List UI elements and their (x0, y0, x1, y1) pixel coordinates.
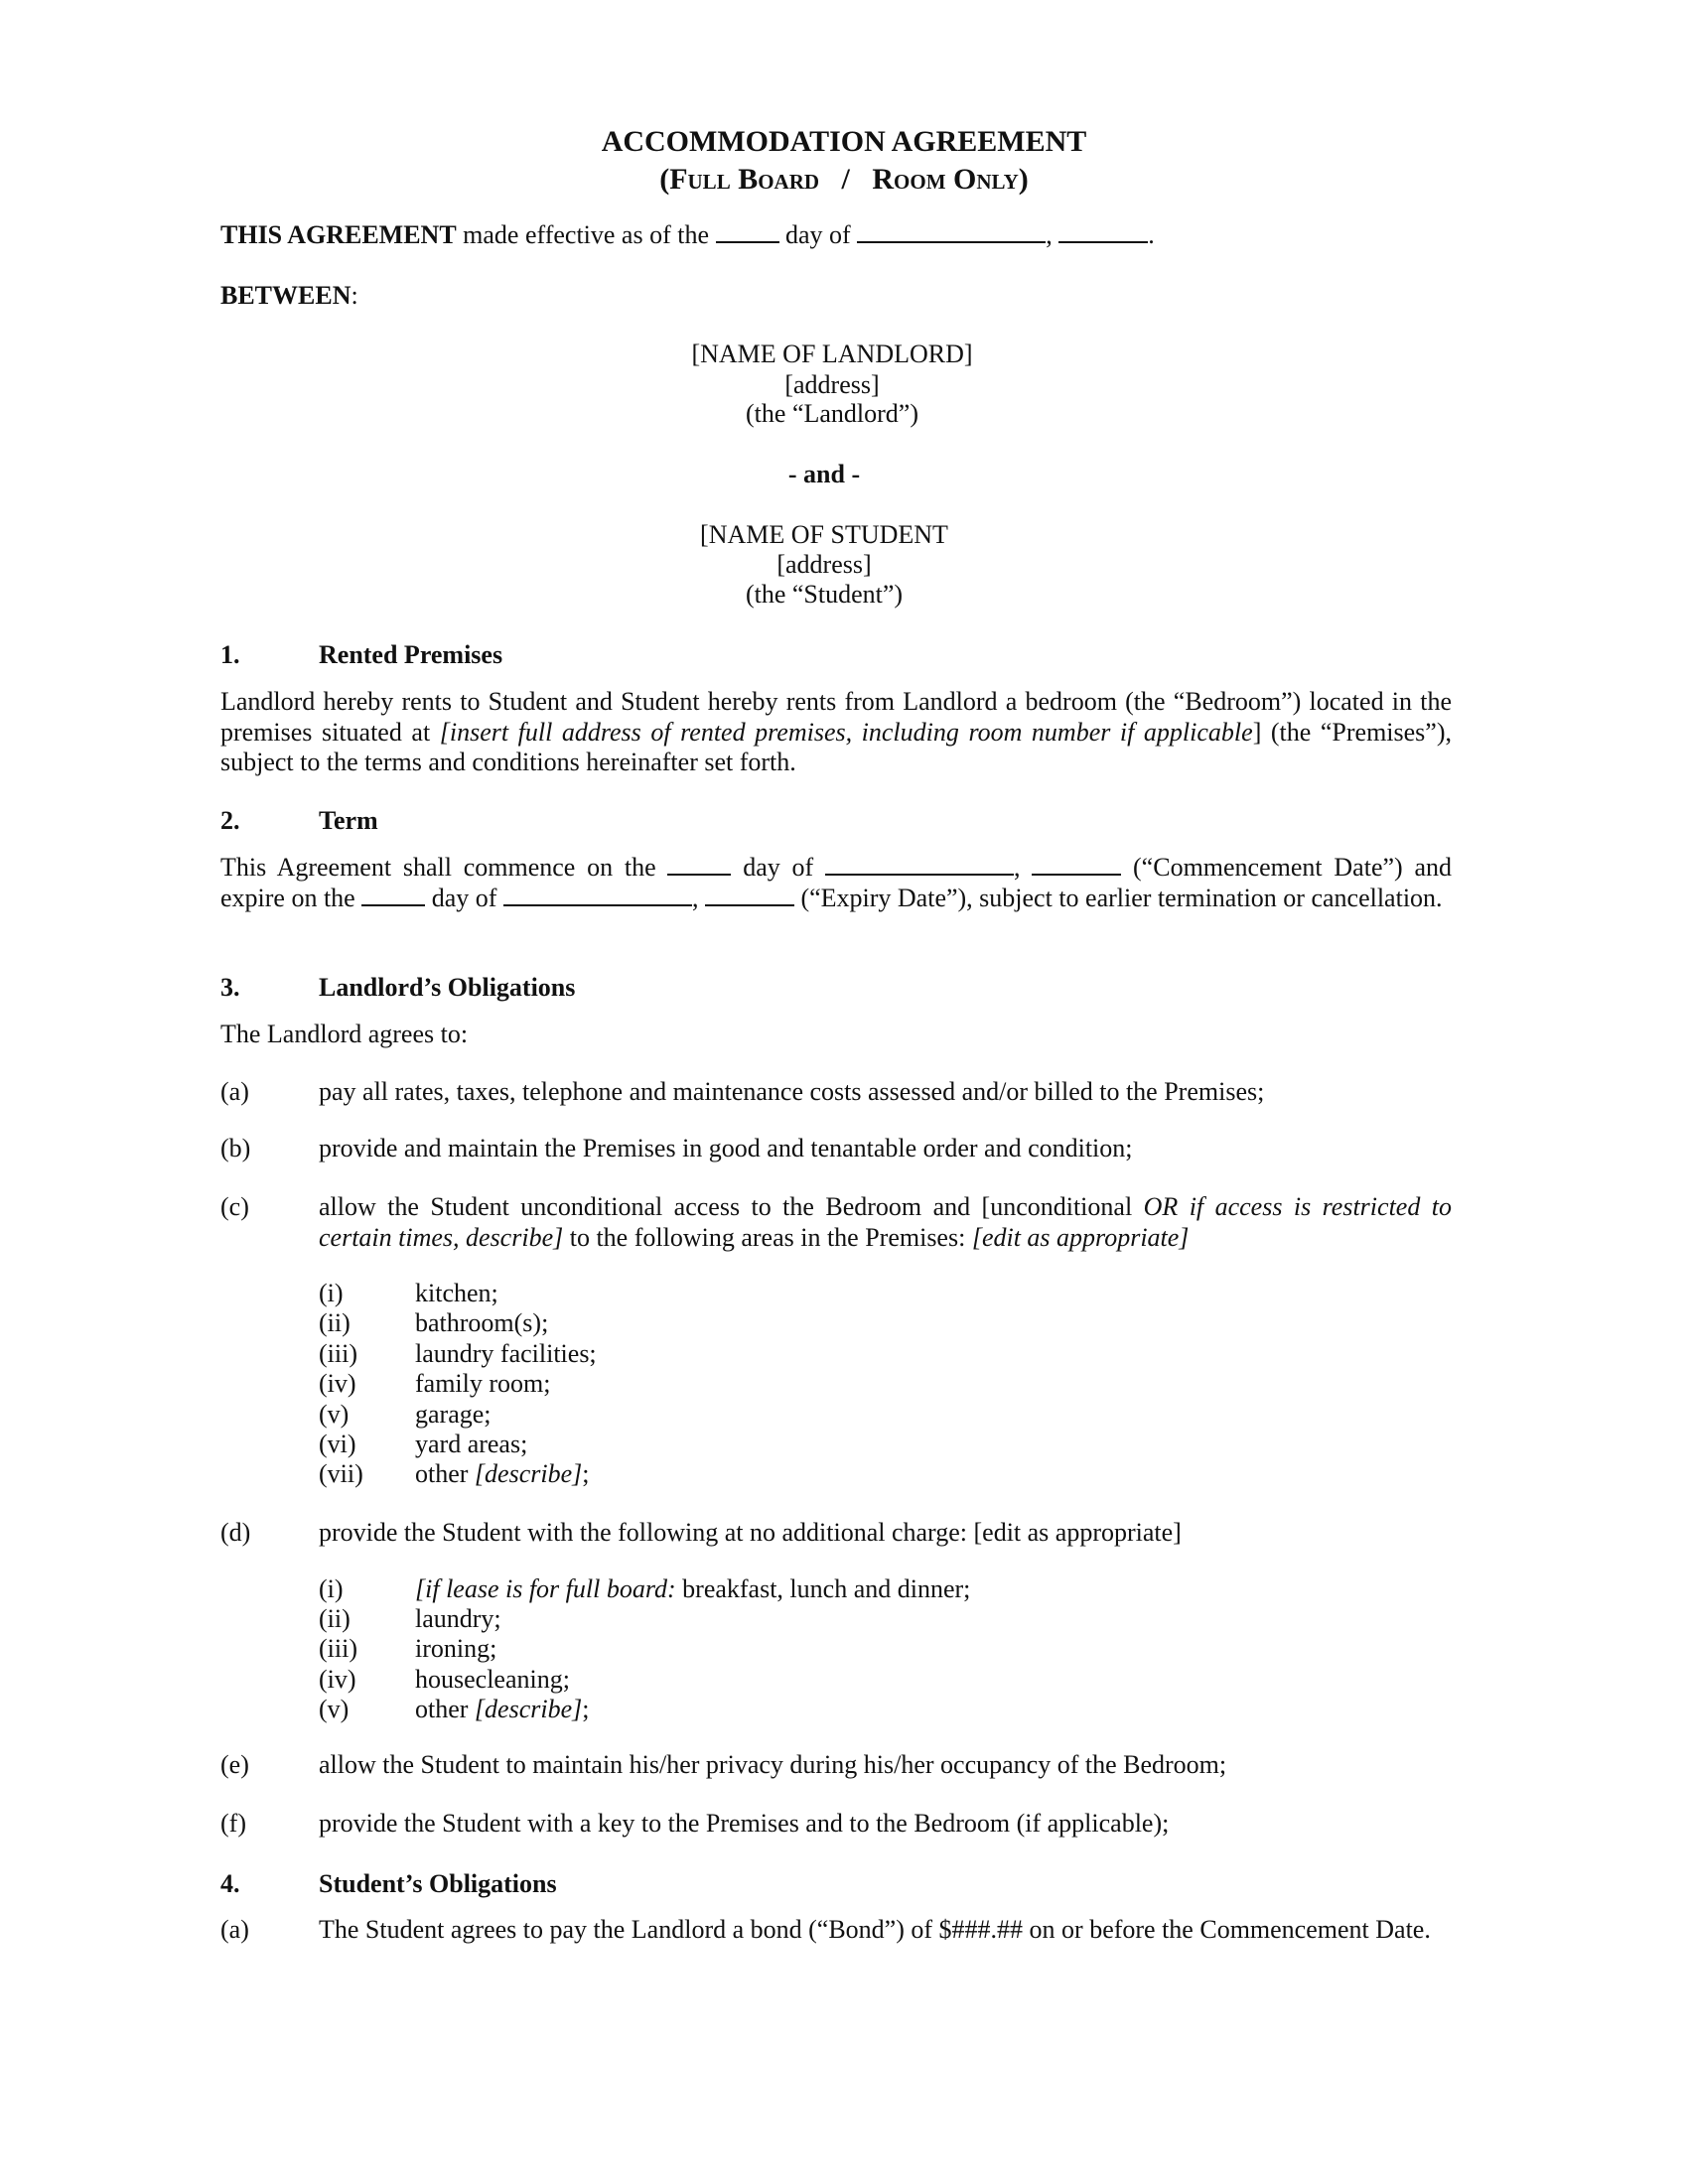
preamble-lead: THIS AGREEMENT (220, 220, 457, 249)
clause-label: (a) (220, 1077, 249, 1106)
paragraph-text: Landlord hereby rents to Student and Student hereby rents from Landlord a bedroom (the “Bedroom”) located in the premises situated at (220, 687, 1452, 747)
clause-3b: provide and maintain the Premises in good and tenantable order and condition; (319, 1134, 1133, 1162)
clause-3c (319, 1192, 1452, 1253)
item-text: ; (582, 1459, 590, 1488)
sublist-label: (v) (319, 1400, 350, 1429)
clause-instruction: [edit as appropriate] (971, 1222, 1190, 1252)
preamble (220, 220, 1452, 251)
sublist-item (415, 1695, 589, 1725)
student-address: [address] (776, 550, 872, 579)
sublist-label: (iv) (319, 1665, 356, 1694)
clause-4a: The Student agrees to pay the Landlord a bond (“Bond”) of $###.## on or before the Commencement Date. (319, 1915, 1431, 1944)
clause-3f: provide the Student with a key to the Premises and to the Bedroom (if applicable); (319, 1809, 1170, 1838)
clause-label: (f) (220, 1809, 246, 1838)
section-3-heading: Landlord’s Obligations (319, 973, 576, 1002)
year-blank[interactable] (1058, 221, 1148, 243)
sublist-item: garage; (415, 1400, 492, 1429)
clause-label: (b) (220, 1134, 251, 1162)
item-text: breakfast, lunch and dinner; (675, 1574, 971, 1603)
commencement-day-blank[interactable] (667, 854, 731, 876)
item-text: ; (582, 1695, 590, 1723)
item-instruction: [describe] (474, 1695, 583, 1723)
between-label (220, 281, 1452, 312)
landlord-address: [address] (784, 370, 880, 399)
sublist-item (415, 1574, 970, 1605)
clause-3e: allow the Student to maintain his/her privacy during his/her occupancy of the Bedroom; (319, 1750, 1227, 1779)
sublist-label: (i) (319, 1279, 344, 1307)
section-2-paragraph (220, 853, 1452, 913)
sublist-item: yard areas; (415, 1430, 528, 1458)
and-separator: - and - (787, 460, 861, 488)
paragraph-text: , (1013, 853, 1033, 882)
between-text: BETWEEN (220, 281, 352, 310)
sublist-item: laundry; (415, 1604, 501, 1633)
section-4-number: 4. (220, 1869, 240, 1898)
clause-3a: pay all rates, taxes, telephone and maintenance costs assessed and/or billed to the Premises; (319, 1077, 1265, 1106)
day-blank[interactable] (716, 221, 779, 243)
month-blank[interactable] (857, 221, 1046, 243)
sublist-item: housecleaning; (415, 1665, 570, 1694)
section-4-heading: Student’s Obligations (319, 1869, 557, 1898)
commencement-month-blank[interactable] (825, 854, 1014, 876)
paragraph-text: (“Expiry Date”), subject to earlier termination or cancellation. (793, 883, 1443, 912)
paragraph-text: day of (731, 853, 825, 882)
paragraph-text: day of (425, 883, 503, 912)
preamble-text: day of (778, 220, 858, 249)
subtitle-room-only: Room Only) (872, 163, 1029, 196)
paragraph-text: ] (the “Premises”), subject to the terms and conditions hereinafter set forth. (220, 717, 1453, 776)
paragraph-text: , (691, 883, 705, 912)
clause-text: to the following areas in the Premises: (563, 1222, 972, 1252)
landlord-defined: (the “Landlord”) (746, 399, 918, 428)
sublist-label: (iii) (319, 1634, 357, 1663)
sublist-label: (v) (319, 1695, 350, 1723)
paragraph-text: This Agreement shall commence on the (220, 853, 668, 882)
sublist-label: (vii) (319, 1459, 363, 1488)
clause-label: (c) (220, 1192, 249, 1221)
sublist-item: bathroom(s); (415, 1308, 549, 1337)
sublist-item (415, 1459, 589, 1490)
sublist-item: family room; (415, 1369, 551, 1398)
student-name: [NAME OF STUDENT (700, 520, 948, 549)
expiry-year-blank[interactable] (705, 885, 794, 906)
commencement-year-blank[interactable] (1032, 854, 1121, 876)
clause-label: (e) (220, 1750, 249, 1779)
sublist-label: (ii) (319, 1308, 351, 1337)
section-1-paragraph (220, 687, 1452, 778)
preamble-text: . (1148, 220, 1155, 249)
between-colon: : (351, 281, 358, 310)
document-subtitle (0, 165, 1688, 196)
student-defined: (the “Student”) (745, 580, 904, 609)
section-3-intro: The Landlord agrees to: (220, 1020, 469, 1048)
clause-instruction: OR if access is restricted to certain times, describe] (319, 1192, 1452, 1252)
landlord-name: [NAME OF LANDLORD] (691, 340, 973, 368)
preamble-text: , (1046, 220, 1059, 249)
section-1-number: 1. (220, 640, 240, 669)
section-1-heading: Rented Premises (319, 640, 503, 669)
sublist-item: kitchen; (415, 1279, 498, 1307)
clause-3d: provide the Student with the following at no additional charge: [edit as appropriate] (319, 1518, 1182, 1547)
subtitle-separator: / (841, 163, 850, 196)
section-2-number: 2. (220, 806, 240, 835)
preamble-text: made effective as of the (456, 220, 716, 249)
section-3-number: 3. (220, 973, 240, 1002)
sublist-label: (iv) (319, 1369, 356, 1398)
item-text: other (415, 1459, 475, 1488)
clause-label: (a) (220, 1915, 249, 1944)
subtitle-full-board: (Full Board (659, 163, 820, 196)
clause-text: allow the Student unconditional access to the Bedroom and [unconditional (319, 1192, 1144, 1221)
item-instruction: [describe] (474, 1459, 583, 1488)
sublist-label: (i) (319, 1574, 344, 1603)
clause-label: (d) (220, 1518, 251, 1547)
sublist-item: laundry facilities; (415, 1339, 597, 1368)
expiry-day-blank[interactable] (361, 885, 425, 906)
sublist-label: (iii) (319, 1339, 357, 1368)
sublist-label: (ii) (319, 1604, 351, 1633)
document-title: ACCOMMODATION AGREEMENT (601, 125, 1087, 158)
expiry-month-blank[interactable] (503, 885, 692, 906)
paragraph-text: (“Commencement Date”) and expire on the (220, 853, 1452, 912)
item-instruction: [if lease is for full board: (415, 1574, 676, 1603)
sublist-item: ironing; (415, 1634, 497, 1663)
sublist-label: (vi) (319, 1430, 356, 1458)
section-2-heading: Term (319, 806, 378, 835)
item-text: other (415, 1695, 475, 1723)
paragraph-instruction: [insert full address of rented premises, including room number if applicable (439, 717, 1253, 747)
